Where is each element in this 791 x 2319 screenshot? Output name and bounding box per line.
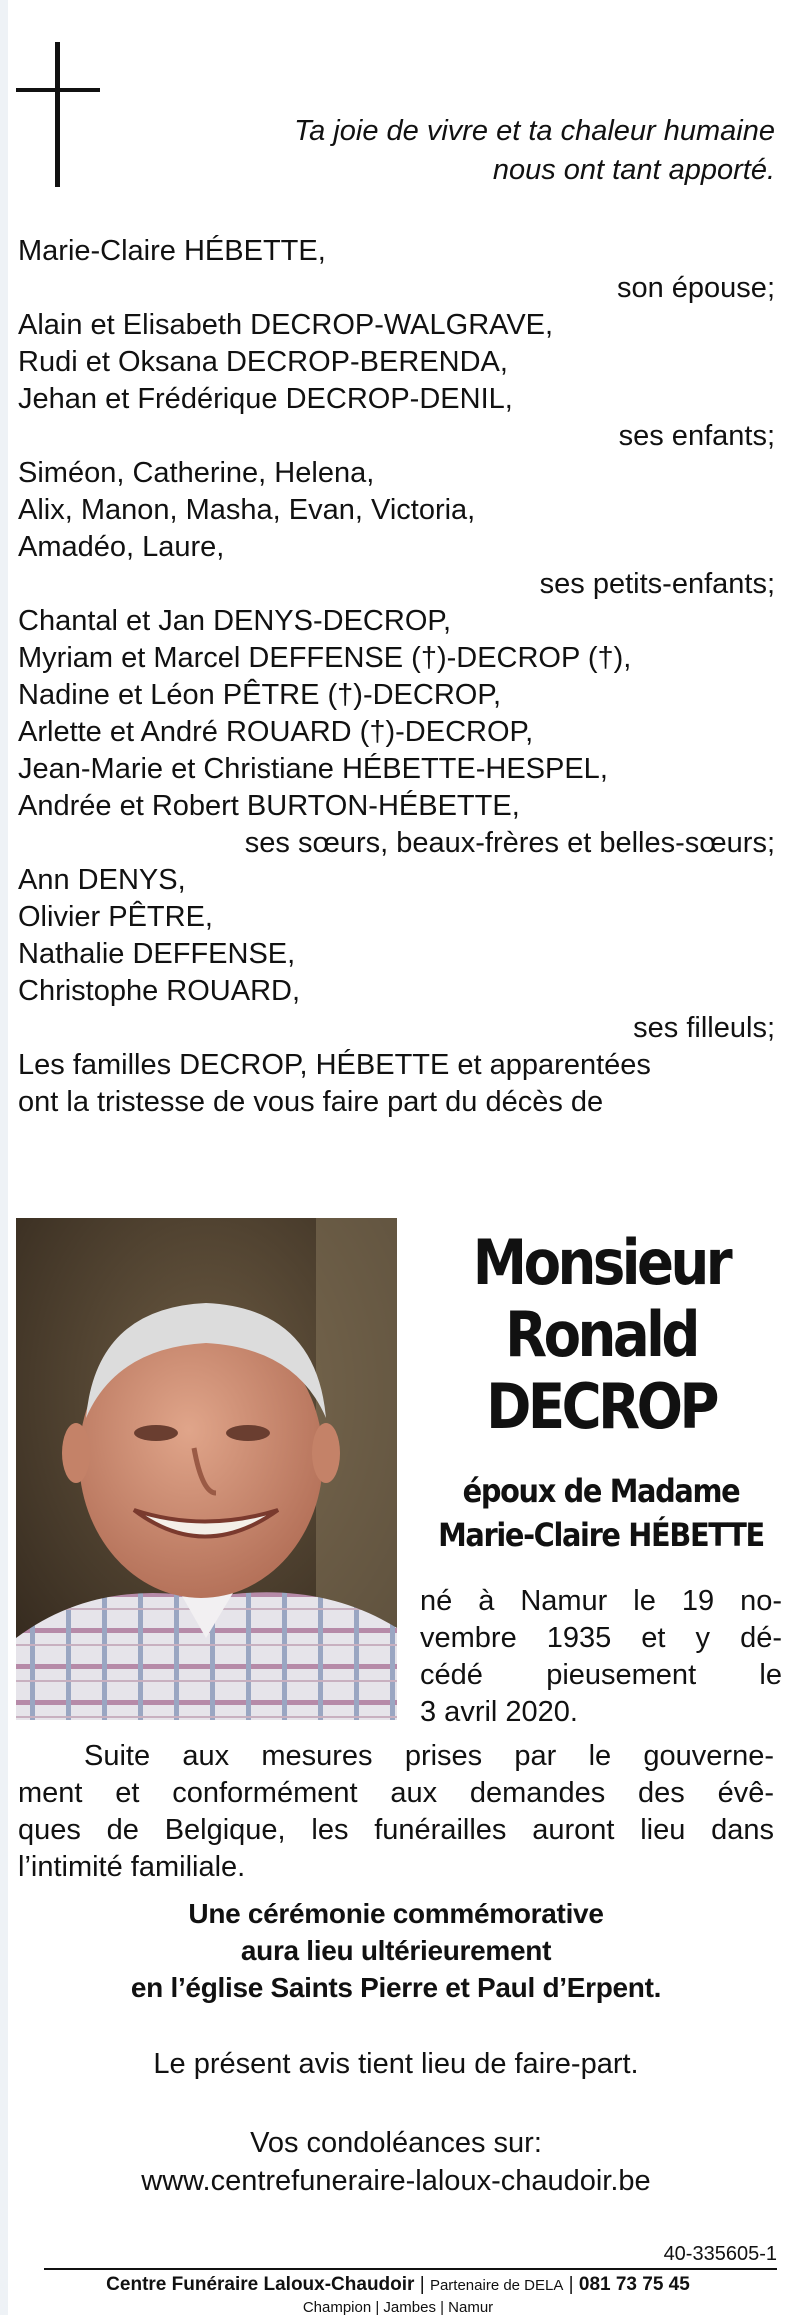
family-name: Marie-Claire HÉBETTE, [18, 235, 326, 267]
funeral-info-line: ques de Belgique, les funérailles auront lieu dans [18, 1814, 774, 1846]
motto [215, 112, 775, 190]
family-group-children [18, 307, 775, 455]
family-name: Rudi et Oksana DECROP-BERENDA, [18, 346, 508, 378]
family-name: Jean-Marie et Christiane HÉBETTE-HESPEL, [18, 753, 608, 785]
footer-main-line [18, 2274, 778, 2297]
family-name: Amadéo, Laure, [18, 531, 225, 563]
condolences-label: Vos condoléances sur: [250, 2127, 542, 2159]
funeral-info-line: l’intimité familiale. [18, 1851, 246, 1883]
ceremony-info [18, 1895, 774, 2006]
footer [18, 2274, 778, 2319]
family-relation: ses enfants; [618, 420, 775, 452]
family-name: Myriam et Marcel DEFFENSE (†)-DECROP (†), [18, 642, 632, 674]
family-name: Alain et Elisabeth DECROP-WALGRAVE, [18, 309, 554, 341]
family-list [18, 233, 775, 1121]
spouse-name: Marie-Claire HÉBETTE [438, 1516, 764, 1554]
family-name: Christophe ROUARD, [18, 975, 301, 1007]
family-relation: ses filleuls; [633, 1012, 775, 1044]
funeral-info-line: Suite aux mesures prises par le gouverne- [84, 1740, 774, 1772]
reference-number: 40-335605-1 [663, 2243, 777, 2265]
family-relation: son épouse; [616, 272, 775, 304]
partner-text: Partenaire de DELA [429, 2277, 564, 2294]
family-group-grandchildren [18, 455, 775, 603]
notice-text: Le présent avis tient lieu de faire-part. [153, 2048, 639, 2080]
footer-locations: Champion | Jambes | Namur [302, 2299, 494, 2316]
birth-death-line: 3 avril 2020. [420, 1696, 578, 1728]
family-name: Siméon, Catherine, Helena, [18, 457, 375, 489]
family-group-godchildren [18, 862, 775, 1047]
birth-death-line: né à Namur le 19 no- [420, 1585, 782, 1617]
birth-death-text [420, 1583, 782, 1731]
family-name: Arlette et André ROUARD (†)-DECROP, [18, 716, 534, 748]
family-relation: ses petits-enfants; [539, 568, 775, 600]
birth-death-line: cédé pieusement le [420, 1659, 782, 1691]
deceased-first-name: Ronald [505, 1298, 697, 1371]
family-name: Jehan et Frédérique DECROP-DENIL, [18, 383, 513, 415]
ceremony-line: Une cérémonie commémorative [188, 1898, 604, 1929]
phone-number: 081 73 75 45 [578, 2274, 690, 2295]
footer-separator: | [568, 2274, 574, 2295]
family-name: Chantal et Jan DENYS-DECROP, [18, 605, 452, 637]
deceased-last-name: DECROP [486, 1370, 716, 1443]
family-name: Alix, Manon, Masha, Evan, Victoria, [18, 494, 476, 526]
left-margin-bar [0, 0, 8, 2315]
funeral-info-line: ment et conformément aux demandes des évê- [18, 1777, 774, 1809]
motto-line: nous ont tant apporté. [492, 154, 775, 186]
motto-line: Ta joie de vivre et ta chaleur humaine [294, 115, 775, 147]
footer-separator: | [419, 2274, 425, 2295]
spouse-line: époux de Madame [462, 1472, 740, 1510]
ceremony-line: aura lieu ultérieurement [240, 1935, 552, 1966]
family-name: Andrée et Robert BURTON-HÉBETTE, [18, 790, 520, 822]
funeral-info [18, 1738, 774, 1886]
family-name: Olivier PÊTRE, [18, 901, 213, 933]
condolences-url[interactable]: www.centrefuneraire-laloux-chaudoir.be [141, 2165, 651, 2197]
deceased-title: Monsieur [472, 1226, 730, 1299]
condolences [18, 2124, 774, 2200]
portrait-photo [16, 1218, 397, 1720]
ceremony-line: en l’église Saints Pierre et Paul d’Erpent. [130, 1972, 662, 2003]
family-name: Nathalie DEFFENSE, [18, 938, 296, 970]
birth-death-line: vembre 1935 et y dé- [420, 1622, 782, 1654]
footer-divider [44, 2268, 777, 2270]
family-name: Ann DENYS, [18, 864, 186, 896]
family-group-spouse [18, 233, 775, 307]
funeral-home-name: Centre Funéraire Laloux-Chaudoir [106, 2274, 415, 2295]
family-name: Nadine et Léon PÊTRE (†)-DECROP, [18, 679, 502, 711]
family-relation: ses sœurs, beaux-frères et belles-sœurs; [244, 827, 775, 859]
announcement-line: Les familles DECROP, HÉBETTE et apparentées [18, 1049, 651, 1081]
family-group-siblings [18, 603, 775, 862]
announcement-line: ont la tristesse de vous faire part du décès de [18, 1086, 604, 1118]
announcement [18, 1047, 775, 1121]
